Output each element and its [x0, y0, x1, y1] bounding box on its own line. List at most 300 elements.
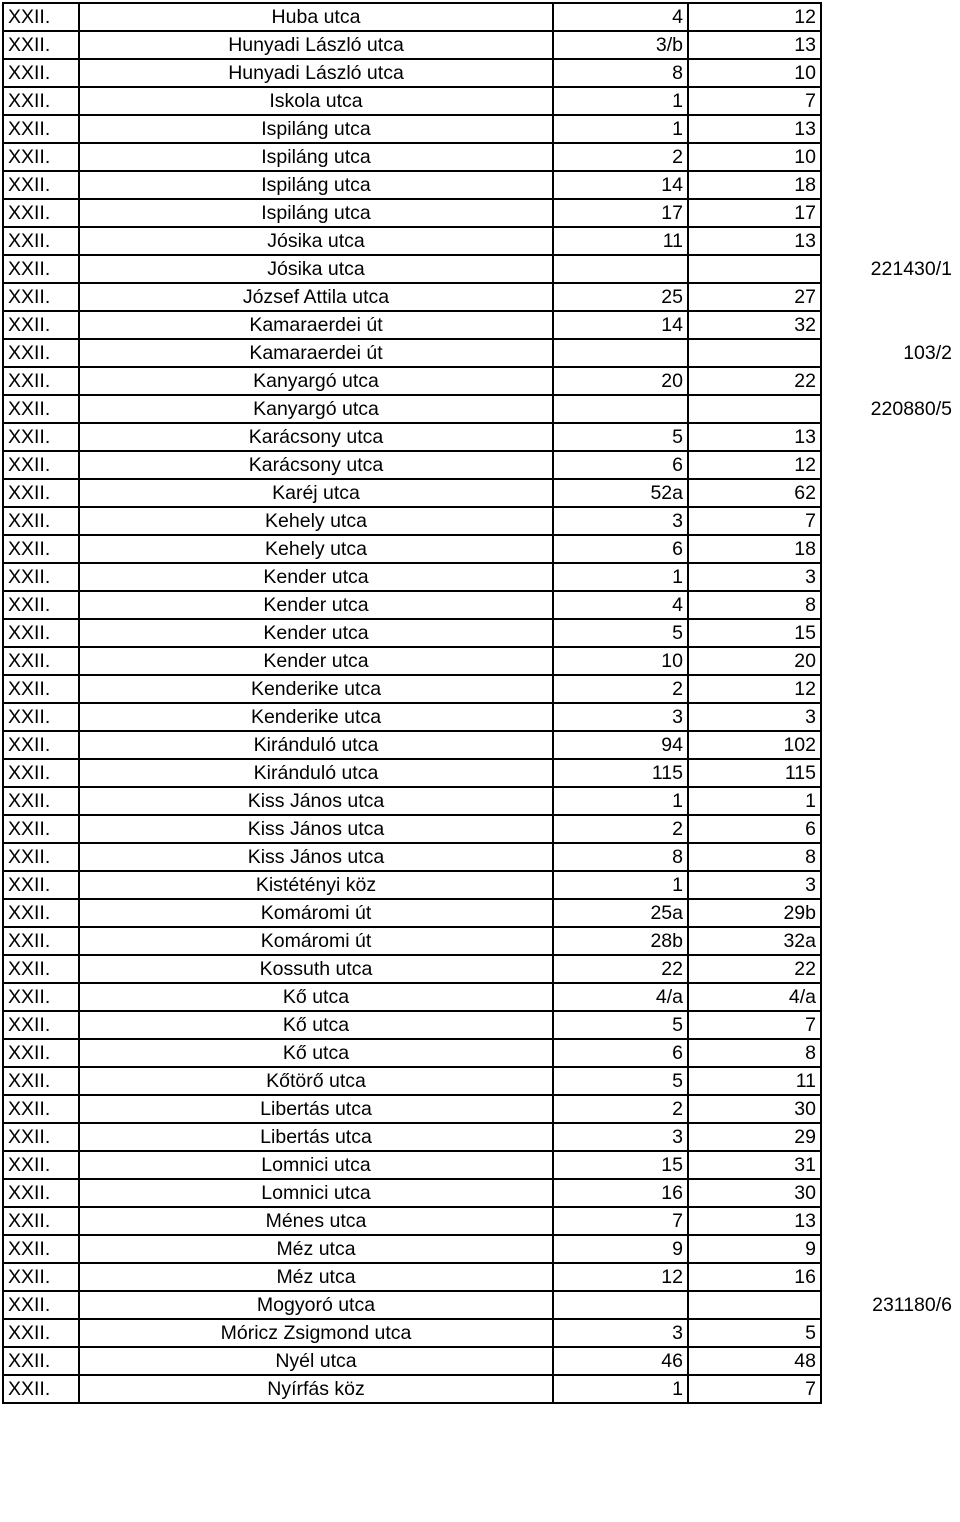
- street-name-cell: Kender utca: [79, 563, 553, 591]
- lot-number-from-cell: [821, 759, 956, 787]
- lot-number-from-cell: 103/2: [903, 342, 952, 364]
- street-name-cell: Kő utca: [79, 1039, 553, 1067]
- district-cell: XXII.: [3, 255, 79, 283]
- house-number-to-cell: 22: [688, 367, 821, 395]
- house-number-from-cell: 5: [553, 1011, 688, 1039]
- district-cell: XXII.: [3, 115, 79, 143]
- street-name-cell: Móricz Zsigmond utca: [79, 1319, 553, 1347]
- lot-number-from-cell: [821, 59, 956, 87]
- house-number-to-cell: 8: [688, 1039, 821, 1067]
- lot-number-from-cell: [821, 311, 956, 339]
- lot-number-from-cell: [821, 1123, 956, 1151]
- table-row: [3, 479, 956, 507]
- table-row: [3, 1319, 956, 1347]
- table-row: [3, 927, 956, 955]
- house-number-from-cell: 2: [553, 143, 688, 171]
- street-name-cell: Ispiláng utca: [79, 199, 553, 227]
- lot-number-from-cell: [821, 927, 956, 955]
- lot-number-from-cell: [821, 1319, 956, 1347]
- house-number-to-cell: 30: [688, 1179, 821, 1207]
- house-number-from-cell: 25a: [553, 899, 688, 927]
- house-number-from-cell: 46: [553, 1347, 688, 1375]
- district-cell: XXII.: [3, 1011, 79, 1039]
- district-cell: XXII.: [3, 227, 79, 255]
- house-number-to-cell: 10: [688, 59, 821, 87]
- house-number-from-cell: 15: [553, 1151, 688, 1179]
- lot-number-from-cell: [821, 1207, 956, 1235]
- lot-number-from-cell: [821, 1095, 956, 1123]
- lot-number-from-cell: [821, 1375, 956, 1403]
- house-number-from-cell: 4: [553, 591, 688, 619]
- table-row: [3, 283, 956, 311]
- district-cell: XXII.: [3, 591, 79, 619]
- table-row: [3, 843, 956, 871]
- house-number-from-cell: 1: [553, 871, 688, 899]
- house-number-to-cell: 3: [688, 871, 821, 899]
- street-name-cell: Kő utca: [79, 983, 553, 1011]
- table-row: [3, 1375, 956, 1403]
- table-row: [3, 787, 956, 815]
- table-row: [3, 367, 956, 395]
- district-cell: XXII.: [3, 787, 79, 815]
- street-name-cell: Jósika utca: [79, 227, 553, 255]
- table-row: [3, 591, 956, 619]
- district-cell: XXII.: [3, 367, 79, 395]
- house-number-to-cell: 31: [688, 1151, 821, 1179]
- house-number-from-cell: 6: [553, 451, 688, 479]
- lot-number-from-cell: [821, 1179, 956, 1207]
- lot-number-from-cell: [821, 871, 956, 899]
- lot-number-from-cell: 221430/1: [870, 258, 952, 280]
- table-row: [3, 815, 956, 843]
- house-number-from-cell: 16: [553, 1179, 688, 1207]
- street-name-cell: Lomnici utca: [79, 1179, 553, 1207]
- house-number-from-cell: 12: [553, 1263, 688, 1291]
- street-address-table: [2, 2, 956, 1404]
- street-name-cell: Iskola utca: [79, 87, 553, 115]
- table-row: [3, 1123, 956, 1151]
- street-name-cell: Mogyoró utca: [79, 1291, 553, 1319]
- district-cell: XXII.: [3, 1319, 79, 1347]
- house-number-from-cell: 1: [553, 563, 688, 591]
- house-number-to-cell: 13: [688, 115, 821, 143]
- street-name-cell: Ménes utca: [79, 1207, 553, 1235]
- table-row: [3, 1095, 956, 1123]
- street-name-cell: Kő utca: [79, 1011, 553, 1039]
- district-cell: XXII.: [3, 843, 79, 871]
- lot-number-from-cell: [821, 843, 956, 871]
- district-cell: XXII.: [3, 31, 79, 59]
- street-name-cell: Kiránduló utca: [79, 731, 553, 759]
- house-number-from-cell: 20: [553, 367, 688, 395]
- street-name-cell: Méz utca: [79, 1263, 553, 1291]
- house-number-from-cell: [553, 339, 688, 367]
- house-number-from-cell: 52a: [553, 479, 688, 507]
- lot-number-from-cell: [821, 171, 956, 199]
- house-number-to-cell: [688, 339, 821, 367]
- street-name-cell: Karácsony utca: [79, 451, 553, 479]
- house-number-to-cell: 29b: [688, 899, 821, 927]
- street-name-cell: Karácsony utca: [79, 423, 553, 451]
- house-number-to-cell: 20: [688, 647, 821, 675]
- house-number-from-cell: 3: [553, 1319, 688, 1347]
- district-cell: XXII.: [3, 1263, 79, 1291]
- district-cell: XXII.: [3, 815, 79, 843]
- district-cell: XXII.: [3, 1291, 79, 1319]
- table-row: [3, 1347, 956, 1375]
- house-number-to-cell: 30: [688, 1095, 821, 1123]
- lot-number-from-cell: [821, 591, 956, 619]
- house-number-from-cell: 1: [553, 787, 688, 815]
- street-name-cell: Kiss János utca: [79, 815, 553, 843]
- district-cell: XXII.: [3, 983, 79, 1011]
- table-row: [3, 731, 956, 759]
- table-body: [3, 3, 956, 1403]
- house-number-from-cell: 5: [553, 1067, 688, 1095]
- district-cell: XXII.: [3, 59, 79, 87]
- house-number-from-cell: 10: [553, 647, 688, 675]
- house-number-from-cell: 14: [553, 171, 688, 199]
- table-row: [3, 1039, 956, 1067]
- house-number-from-cell: 1: [553, 1375, 688, 1403]
- street-name-cell: Nyél utca: [79, 1347, 553, 1375]
- street-name-cell: Kanyargó utca: [79, 395, 553, 423]
- district-cell: XXII.: [3, 535, 79, 563]
- table-row: [3, 871, 956, 899]
- lot-number-from-cell: [821, 1067, 956, 1095]
- house-number-from-cell: 22: [553, 955, 688, 983]
- street-name-cell: Kender utca: [79, 619, 553, 647]
- house-number-to-cell: 12: [688, 3, 821, 31]
- lot-number-from-cell: [821, 451, 956, 479]
- house-number-to-cell: 3: [688, 563, 821, 591]
- house-number-to-cell: 62: [688, 479, 821, 507]
- house-number-to-cell: 4/a: [688, 983, 821, 1011]
- district-cell: XXII.: [3, 3, 79, 31]
- lot-number-from-cell: [821, 1235, 956, 1263]
- house-number-to-cell: 9: [688, 1235, 821, 1263]
- house-number-from-cell: 3: [553, 507, 688, 535]
- lot-number-from-cell: [821, 535, 956, 563]
- lot-number-from-cell: [821, 955, 956, 983]
- district-cell: XXII.: [3, 927, 79, 955]
- district-cell: XXII.: [3, 1235, 79, 1263]
- street-name-cell: Ispiláng utca: [79, 171, 553, 199]
- street-name-cell: Ispiláng utca: [79, 115, 553, 143]
- lot-number-from-cell: 231180/6: [872, 1294, 952, 1316]
- house-number-to-cell: 10: [688, 143, 821, 171]
- lot-number-from-cell: [821, 899, 956, 927]
- lot-number-from-cell: [821, 507, 956, 535]
- lot-number-from-cell: [821, 1039, 956, 1067]
- table-row: [3, 255, 956, 283]
- house-number-from-cell: [553, 395, 688, 423]
- district-cell: XXII.: [3, 731, 79, 759]
- lot-number-from-cell: [821, 787, 956, 815]
- street-name-cell: Kehely utca: [79, 535, 553, 563]
- table-row: [3, 759, 956, 787]
- house-number-to-cell: 29: [688, 1123, 821, 1151]
- table-row: [3, 143, 956, 171]
- house-number-from-cell: 6: [553, 535, 688, 563]
- table-row: [3, 1011, 956, 1039]
- street-name-cell: Kossuth utca: [79, 955, 553, 983]
- lot-number-from-cell: [821, 815, 956, 843]
- lot-number-from-cell: [821, 1263, 956, 1291]
- house-number-from-cell: 8: [553, 843, 688, 871]
- house-number-to-cell: 13: [688, 423, 821, 451]
- house-number-from-cell: 3/b: [553, 31, 688, 59]
- district-cell: XXII.: [3, 1067, 79, 1095]
- lot-number-from-cell: [821, 87, 956, 115]
- table-row: [3, 199, 956, 227]
- district-cell: XXII.: [3, 1375, 79, 1403]
- house-number-to-cell: 15: [688, 619, 821, 647]
- house-number-to-cell: 12: [688, 675, 821, 703]
- district-cell: XXII.: [3, 1151, 79, 1179]
- street-name-cell: Kiss János utca: [79, 787, 553, 815]
- house-number-from-cell: 2: [553, 815, 688, 843]
- house-number-from-cell: 4: [553, 3, 688, 31]
- district-cell: XXII.: [3, 703, 79, 731]
- table-row: [3, 563, 956, 591]
- street-name-cell: Kamaraerdei út: [79, 311, 553, 339]
- district-cell: XXII.: [3, 955, 79, 983]
- district-cell: XXII.: [3, 647, 79, 675]
- street-name-cell: Karéj utca: [79, 479, 553, 507]
- table-row: [3, 1263, 956, 1291]
- district-cell: XXII.: [3, 171, 79, 199]
- house-number-to-cell: 7: [688, 1011, 821, 1039]
- district-cell: XXII.: [3, 871, 79, 899]
- house-number-from-cell: 17: [553, 199, 688, 227]
- lot-number-from-cell: [821, 619, 956, 647]
- street-name-cell: Kiss János utca: [79, 843, 553, 871]
- district-cell: XXII.: [3, 507, 79, 535]
- house-number-from-cell: 28b: [553, 927, 688, 955]
- district-cell: XXII.: [3, 759, 79, 787]
- street-name-cell: József Attila utca: [79, 283, 553, 311]
- lot-number-from-cell: [821, 675, 956, 703]
- lot-number-from-cell: 220880/5: [870, 398, 952, 420]
- table-row: [3, 339, 956, 367]
- lot-number-from-cell: [821, 283, 956, 311]
- street-name-cell: Nyírfás köz: [79, 1375, 553, 1403]
- table-row: [3, 31, 956, 59]
- house-number-to-cell: 17: [688, 199, 821, 227]
- house-number-to-cell: 18: [688, 171, 821, 199]
- table-row: [3, 983, 956, 1011]
- district-cell: XXII.: [3, 339, 79, 367]
- table-row: [3, 703, 956, 731]
- table-row: [3, 395, 956, 423]
- house-number-from-cell: 3: [553, 703, 688, 731]
- table-row: [3, 1179, 956, 1207]
- lot-number-from-cell: [821, 1151, 956, 1179]
- table-row: [3, 647, 956, 675]
- house-number-to-cell: 13: [688, 227, 821, 255]
- table-row: [3, 115, 956, 143]
- house-number-from-cell: 2: [553, 1095, 688, 1123]
- lot-number-from-cell: [821, 143, 956, 171]
- street-name-cell: Komáromi út: [79, 927, 553, 955]
- street-name-cell: Komáromi út: [79, 899, 553, 927]
- house-number-to-cell: 13: [688, 31, 821, 59]
- house-number-from-cell: 115: [553, 759, 688, 787]
- district-cell: XXII.: [3, 563, 79, 591]
- house-number-to-cell: 22: [688, 955, 821, 983]
- table-row: [3, 1067, 956, 1095]
- house-number-to-cell: 12: [688, 451, 821, 479]
- house-number-to-cell: 1: [688, 787, 821, 815]
- house-number-to-cell: [688, 395, 821, 423]
- table-row: [3, 227, 956, 255]
- house-number-to-cell: 16: [688, 1263, 821, 1291]
- district-cell: XXII.: [3, 87, 79, 115]
- house-number-from-cell: 4/a: [553, 983, 688, 1011]
- district-cell: XXII.: [3, 423, 79, 451]
- table-row: [3, 675, 956, 703]
- lot-number-from-cell: [821, 367, 956, 395]
- lot-number-from-cell: [821, 731, 956, 759]
- street-name-cell: Kistétényi köz: [79, 871, 553, 899]
- house-number-from-cell: [553, 255, 688, 283]
- district-cell: XXII.: [3, 1123, 79, 1151]
- house-number-to-cell: 13: [688, 1207, 821, 1235]
- house-number-to-cell: 48: [688, 1347, 821, 1375]
- table-row: [3, 535, 956, 563]
- table-row: [3, 171, 956, 199]
- district-cell: XXII.: [3, 1039, 79, 1067]
- street-name-cell: Lomnici utca: [79, 1151, 553, 1179]
- street-name-cell: Kender utca: [79, 647, 553, 675]
- lot-number-from-cell: [821, 423, 956, 451]
- house-number-to-cell: 102: [688, 731, 821, 759]
- street-name-cell: Kender utca: [79, 591, 553, 619]
- district-cell: XXII.: [3, 1179, 79, 1207]
- house-number-from-cell: 94: [553, 731, 688, 759]
- house-number-to-cell: 8: [688, 591, 821, 619]
- house-number-from-cell: 3: [553, 1123, 688, 1151]
- street-name-cell: Méz utca: [79, 1235, 553, 1263]
- table-row: [3, 619, 956, 647]
- house-number-to-cell: 3: [688, 703, 821, 731]
- lot-number-from-cell: [821, 479, 956, 507]
- table-row: [3, 507, 956, 535]
- table-row: [3, 1235, 956, 1263]
- lot-number-from-cell: [821, 563, 956, 591]
- house-number-to-cell: 7: [688, 87, 821, 115]
- street-name-cell: Libertás utca: [79, 1095, 553, 1123]
- house-number-from-cell: 9: [553, 1235, 688, 1263]
- table-row: [3, 423, 956, 451]
- table-row: [3, 899, 956, 927]
- district-cell: XXII.: [3, 675, 79, 703]
- table-row: [3, 1291, 956, 1319]
- house-number-to-cell: 32a: [688, 927, 821, 955]
- table-row: [3, 3, 956, 31]
- house-number-from-cell: 6: [553, 1039, 688, 1067]
- district-cell: XXII.: [3, 619, 79, 647]
- house-number-to-cell: 7: [688, 1375, 821, 1403]
- table-row: [3, 311, 956, 339]
- lot-number-from-cell: [821, 703, 956, 731]
- street-name-cell: Kehely utca: [79, 507, 553, 535]
- district-cell: XXII.: [3, 143, 79, 171]
- house-number-from-cell: 25: [553, 283, 688, 311]
- house-number-to-cell: 7: [688, 507, 821, 535]
- district-cell: XXII.: [3, 479, 79, 507]
- house-number-to-cell: 18: [688, 535, 821, 563]
- lot-number-from-cell: [821, 3, 956, 31]
- district-cell: XXII.: [3, 199, 79, 227]
- house-number-to-cell: 115: [688, 759, 821, 787]
- street-name-cell: Kiránduló utca: [79, 759, 553, 787]
- house-number-from-cell: 2: [553, 675, 688, 703]
- lot-number-from-cell: [821, 1347, 956, 1375]
- house-number-to-cell: 32: [688, 311, 821, 339]
- house-number-to-cell: 8: [688, 843, 821, 871]
- house-number-to-cell: 11: [688, 1067, 821, 1095]
- street-name-cell: Libertás utca: [79, 1123, 553, 1151]
- house-number-from-cell: 11: [553, 227, 688, 255]
- house-number-to-cell: [688, 1291, 821, 1319]
- house-number-to-cell: [688, 255, 821, 283]
- street-name-cell: Jósika utca: [79, 255, 553, 283]
- district-cell: XXII.: [3, 899, 79, 927]
- house-number-to-cell: 27: [688, 283, 821, 311]
- table-row: [3, 1151, 956, 1179]
- district-cell: XXII.: [3, 283, 79, 311]
- street-name-cell: Kenderike utca: [79, 675, 553, 703]
- house-number-from-cell: 7: [553, 1207, 688, 1235]
- house-number-from-cell: 5: [553, 619, 688, 647]
- lot-number-from-cell: [821, 227, 956, 255]
- lot-number-from-cell: [821, 115, 956, 143]
- house-number-to-cell: 5: [688, 1319, 821, 1347]
- house-number-from-cell: 1: [553, 115, 688, 143]
- street-name-cell: Kőtörő utca: [79, 1067, 553, 1095]
- house-number-from-cell: [553, 1291, 688, 1319]
- lot-number-from-cell: [821, 983, 956, 1011]
- district-cell: XXII.: [3, 1347, 79, 1375]
- table-row: [3, 451, 956, 479]
- street-name-cell: Kenderike utca: [79, 703, 553, 731]
- house-number-from-cell: 5: [553, 423, 688, 451]
- district-cell: XXII.: [3, 1095, 79, 1123]
- district-cell: XXII.: [3, 311, 79, 339]
- district-cell: XXII.: [3, 395, 79, 423]
- house-number-to-cell: 6: [688, 815, 821, 843]
- table-row: [3, 955, 956, 983]
- table-row: [3, 1207, 956, 1235]
- district-cell: XXII.: [3, 1207, 79, 1235]
- lot-number-from-cell: [821, 31, 956, 59]
- table-row: [3, 87, 956, 115]
- street-name-cell: Kamaraerdei út: [79, 339, 553, 367]
- street-name-cell: Kanyargó utca: [79, 367, 553, 395]
- street-name-cell: Hunyadi László utca: [79, 31, 553, 59]
- lot-number-from-cell: [821, 1011, 956, 1039]
- street-name-cell: Ispiláng utca: [79, 143, 553, 171]
- street-name-cell: Hunyadi László utca: [79, 59, 553, 87]
- house-number-from-cell: 8: [553, 59, 688, 87]
- lot-number-from-cell: [821, 199, 956, 227]
- house-number-from-cell: 1: [553, 87, 688, 115]
- table-row: [3, 59, 956, 87]
- house-number-from-cell: 14: [553, 311, 688, 339]
- district-cell: XXII.: [3, 451, 79, 479]
